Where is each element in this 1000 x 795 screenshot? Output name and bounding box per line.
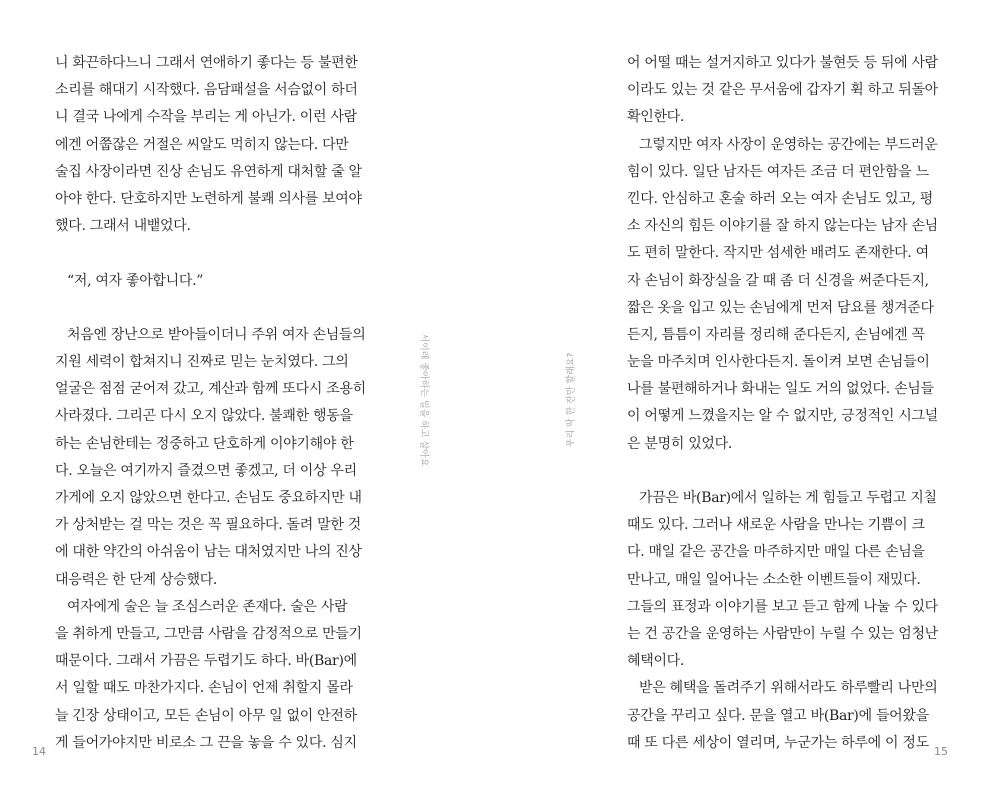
blank-line bbox=[55, 295, 377, 322]
text-line: 서 일할 때도 마찬가지다. 손님이 언제 취할지 몰라 bbox=[55, 680, 353, 697]
text-line: 짧은 옷을 입고 있는 손님에게 먼저 담요를 챙겨준다 bbox=[627, 299, 934, 316]
text-line: 아야 한다. 단호하지만 노련하게 불쾌 의사를 보여야 bbox=[55, 190, 362, 207]
text-line: 때 또 다른 세상이 열리며, 누군가는 하루에 이 정도 bbox=[627, 734, 929, 751]
text-line: 든지, 틈틈이 자리를 정리해 준다든지, 손님에겐 꼭 bbox=[627, 326, 925, 343]
text-line: 에 대한 약간의 아쉬움이 남는 대처였지만 나의 진상 bbox=[55, 544, 362, 561]
text-line: 받은 혜택을 돌려주기 위해서라도 하루빨리 나만의 bbox=[639, 680, 938, 697]
text-line: 나를 불편해하거나 화내는 일도 거의 없었다. 손님들 bbox=[627, 381, 934, 398]
text-line: 때문이다. 그래서 가끔은 두렵기도 하다. 바(Bar)에 bbox=[55, 653, 357, 670]
left-page-number: 14 bbox=[32, 745, 46, 758]
text-line: 확인한다. bbox=[627, 109, 685, 126]
text-line: 을 취하게 만들고, 그만큼 사람을 감정적으로 만들기 bbox=[55, 625, 362, 642]
text-line: 사라졌다. 그리곤 다시 오지 않았다. 불쾌한 행동을 bbox=[55, 408, 353, 425]
text-line: 술집 사장이라면 진상 손님도 유연하게 대처할 줄 알 bbox=[55, 163, 362, 180]
blank-line bbox=[627, 458, 949, 485]
left-running-head: 서이레 좋아하는 일을 하고 살아요 bbox=[418, 333, 429, 467]
text-line: 대응력은 한 단계 상승했다. bbox=[55, 571, 218, 588]
text-line: 가게에 오지 않았으면 한다고. 손님도 중요하지만 내 bbox=[55, 490, 362, 506]
text-line: 가 상처받는 걸 막는 것은 꼭 필요하다. 돌려 말한 것 bbox=[55, 517, 361, 534]
text-line: 소 자신의 힘든 이야기를 잘 하지 않는다는 남자 손님 bbox=[627, 218, 938, 235]
text-line: 어 어떨 때는 설거지하고 있다가 불현듯 등 뒤에 사람 bbox=[627, 55, 938, 71]
text-line: 처음엔 장난으로 받아들이더니 주위 여자 손님들의 bbox=[67, 326, 366, 343]
text-line: 얼굴은 점점 굳어져 갔고, 계산과 함께 또다시 조용히 bbox=[55, 381, 366, 398]
text-line: 낀다. 안심하고 혼술 하러 오는 여자 손님도 있고, 평 bbox=[627, 190, 933, 207]
text-line: 는 건 공간을 운영하는 사람만이 누릴 수 있는 엄청난 bbox=[627, 625, 938, 642]
right-page bbox=[500, 0, 1000, 795]
text-line: 에겐 어쭙잖은 거절은 씨알도 먹히지 않는다. 다만 bbox=[55, 136, 349, 153]
text-line: 여자에게 술은 늘 조심스러운 존재다. 술은 사람 bbox=[67, 598, 348, 615]
text-line: 늘 긴장 상태이고, 모든 손님이 아무 일 없이 안전하 bbox=[55, 707, 357, 724]
right-body-text bbox=[627, 50, 949, 757]
text-line: “저, 여자 좋아합니다.” bbox=[67, 272, 204, 289]
text-line: 하는 손님한테는 정중하고 단호하게 이야기해야 한 bbox=[55, 435, 354, 452]
text-line: 다. 매일 같은 공간을 마주하지만 매일 다른 손님을 bbox=[627, 544, 925, 561]
text-line: 만나고, 매일 일어나는 소소한 이벤트들이 재밌다. bbox=[627, 571, 921, 588]
text-line: 힘이 있다. 일단 남자든 여자든 조금 더 편안함을 느 bbox=[627, 163, 929, 180]
text-line: 이라도 있는 것 같은 무서움에 갑자기 휙 하고 뒤돌아 bbox=[627, 82, 938, 99]
text-line: 게 들어가야지만 비로소 그 끈을 놓을 수 있다. 심지 bbox=[55, 734, 357, 751]
text-line: 은 분명히 있었다. bbox=[627, 435, 733, 452]
text-line: 이 어떻게 느꼈을지는 알 수 없지만, 긍정적인 시그널 bbox=[627, 408, 938, 425]
left-body-text bbox=[55, 50, 377, 757]
text-line: 했다. 그래서 내뱉었다. bbox=[55, 218, 191, 235]
text-line: 자 손님이 화장실을 갈 때 좀 더 신경을 써준다든지, bbox=[627, 272, 929, 289]
blank-line bbox=[55, 240, 377, 267]
text-line: 그들의 표정과 이야기를 보고 듣고 함께 나눌 수 있다 bbox=[627, 598, 938, 615]
text-line: 도 편히 말한다. 작지만 섬세한 배려도 존재한다. 여 bbox=[627, 245, 929, 262]
text-line: 니 화끈하다느니 그래서 연애하기 좋다는 등 불편한 bbox=[55, 55, 358, 71]
text-line: 그렇지만 여자 사장이 운영하는 공간에는 부드러운 bbox=[639, 136, 938, 153]
text-line: 공간을 꾸리고 싶다. 문을 열고 바(Bar)에 들어왔을 bbox=[627, 707, 929, 724]
text-line: 때도 있다. 그러나 새로운 사람을 만나는 기쁨이 크 bbox=[627, 517, 925, 534]
text-line: 혜택이다. bbox=[627, 653, 685, 670]
right-page-number: 15 bbox=[934, 745, 948, 758]
right-running-head: 우리 딱 한 잔만 할래요? bbox=[566, 352, 577, 448]
text-line: 니 결국 나에게 수작을 부리는 게 아닌가. 이런 사람 bbox=[55, 109, 357, 126]
text-line: 지원 세력이 합쳐지니 진짜로 믿는 눈치였다. 그의 bbox=[55, 354, 349, 371]
text-line: 다. 오늘은 여기까지 즐겼으면 좋겠고, 더 이상 우리 bbox=[55, 462, 357, 479]
text-line: 눈을 마주치며 인사한다든지. 돌이켜 보면 손님들이 bbox=[627, 354, 930, 371]
text-line: 가끔은 바(Bar)에서 일하는 게 힘들고 두렵고 지칠 bbox=[639, 490, 937, 506]
text-line: 소리를 해대기 시작했다. 음담패설을 서슴없이 하더 bbox=[55, 82, 358, 99]
